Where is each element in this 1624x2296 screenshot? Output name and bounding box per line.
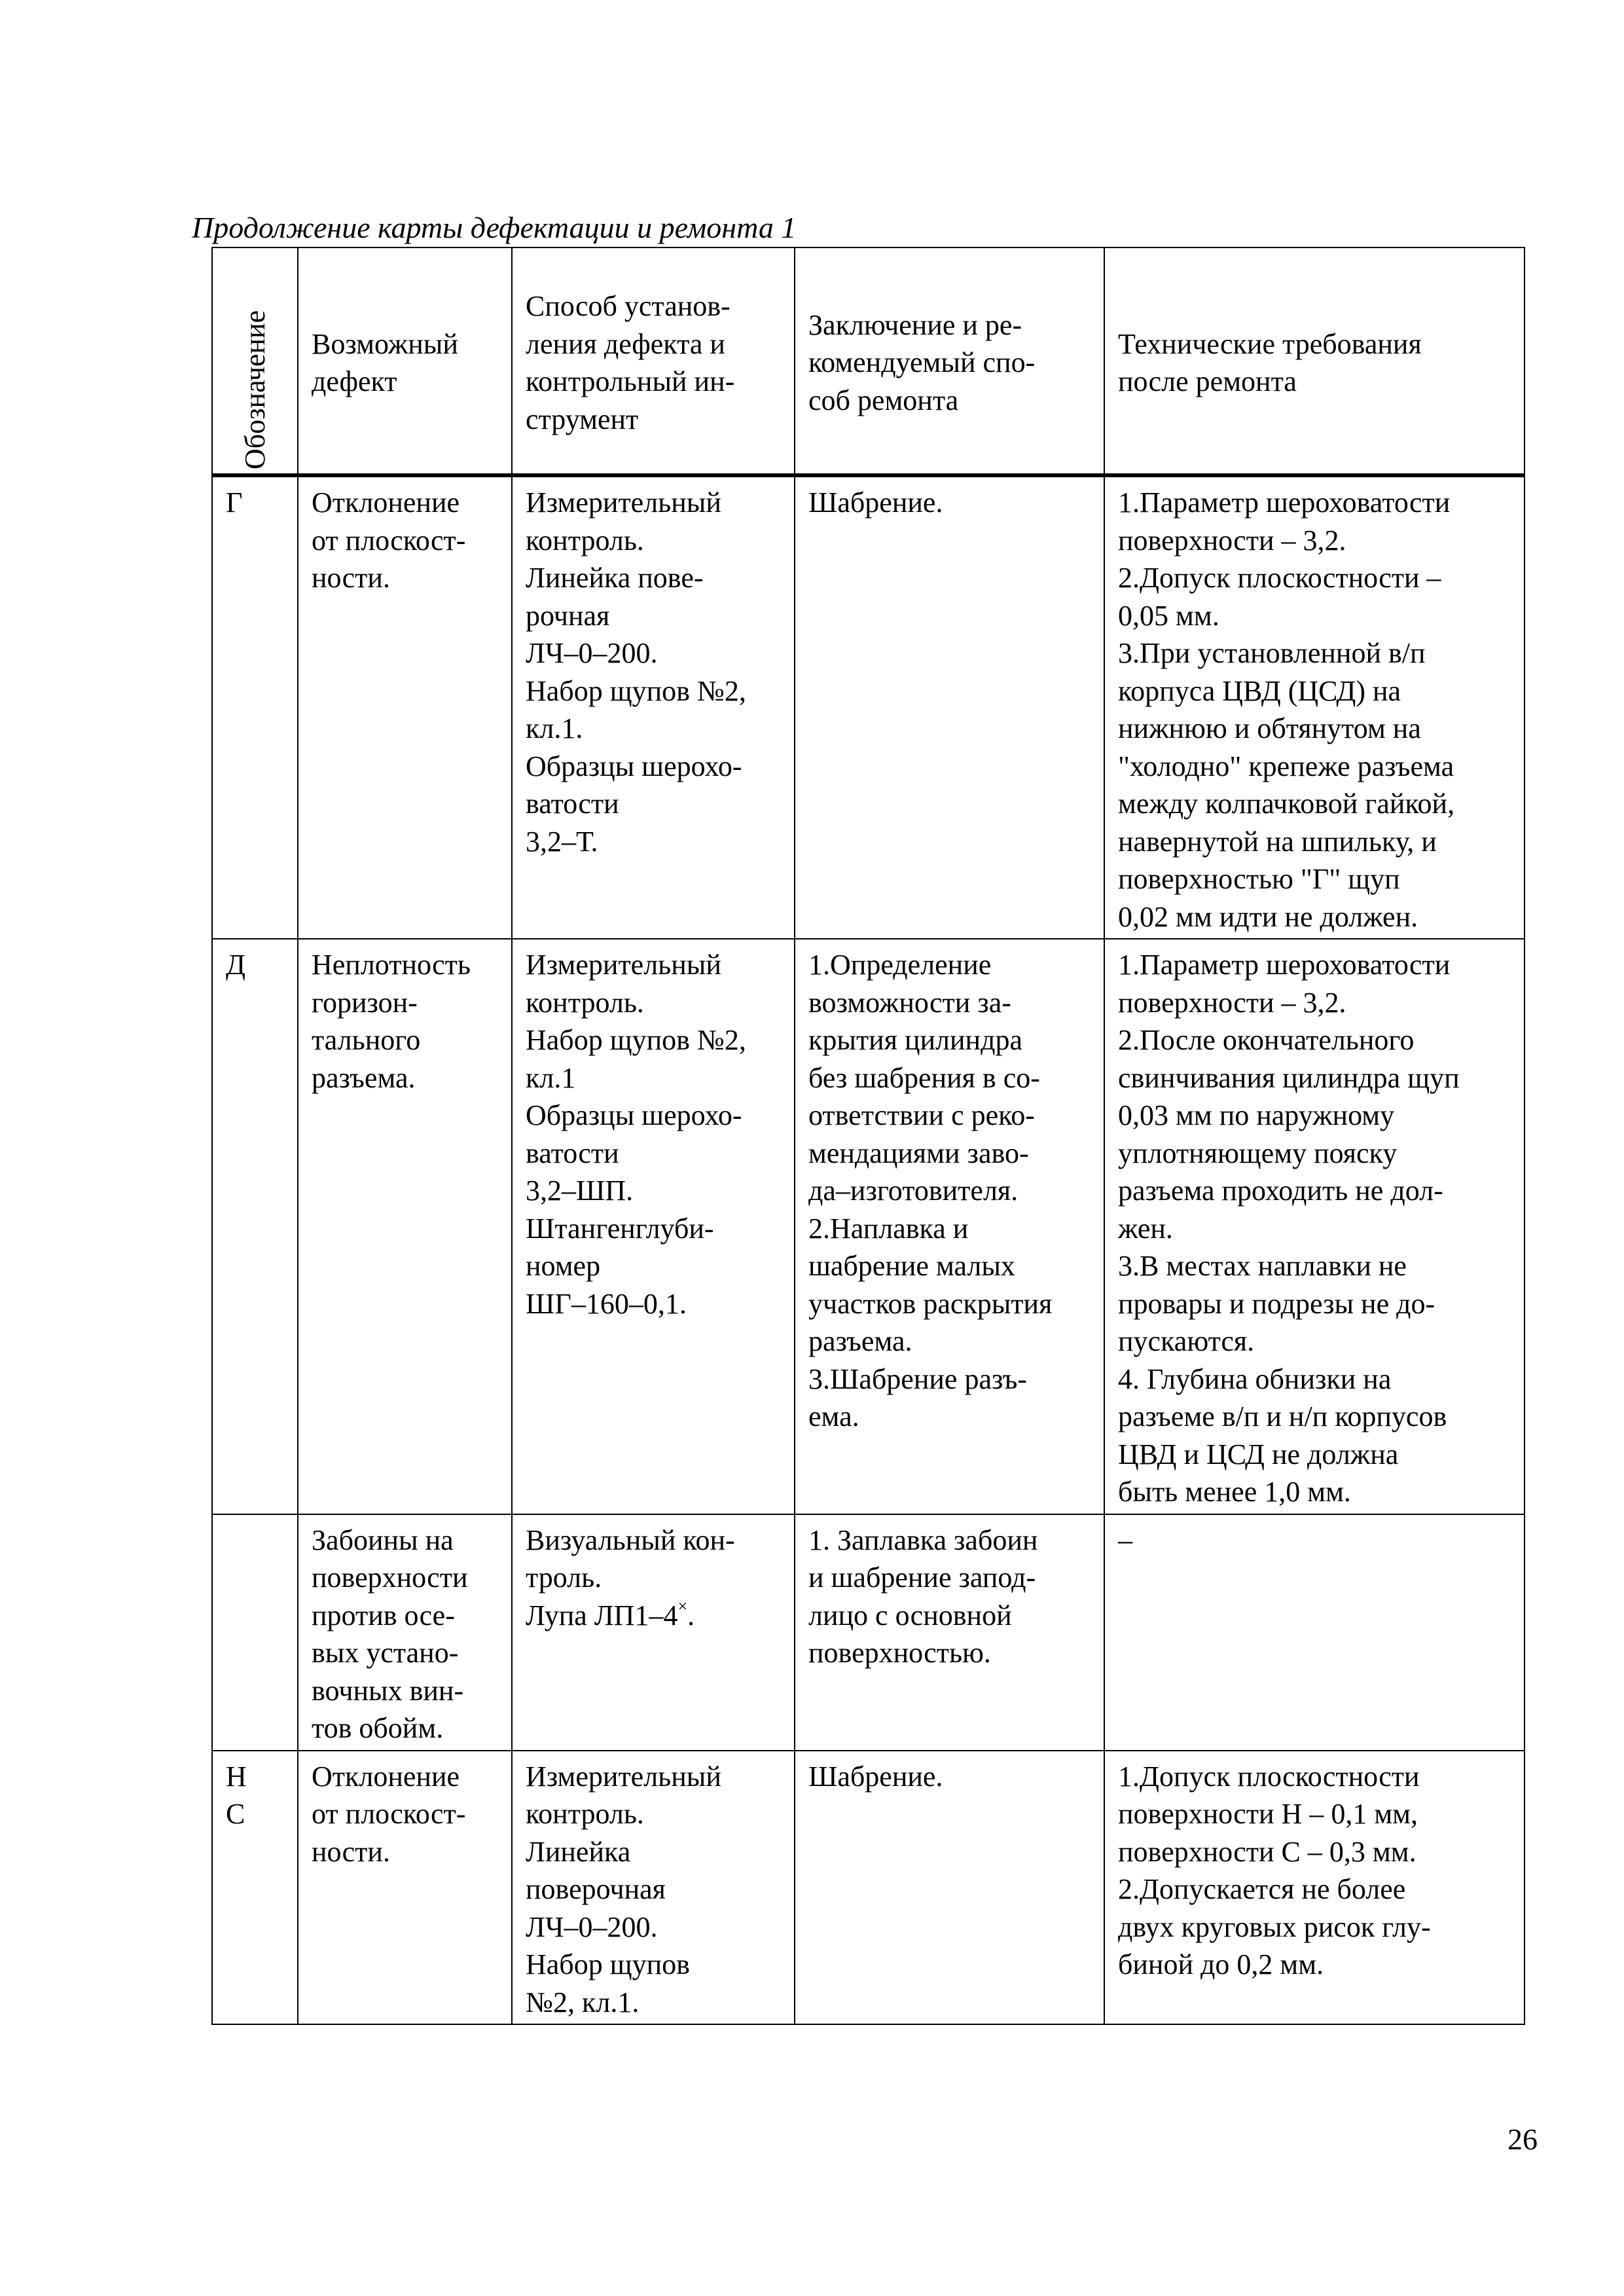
header-requirements: Технические требования после ремонта (1104, 247, 1525, 475)
cell-designation (212, 1514, 298, 1751)
cell-conclusion: 1.Определение возможности за- крытия цилиндра без шабрения в со- ответствии с реко- мендациями заво- да–изготовителя. 2.Наплавка и шабрение малых участков раскрытия разъема. 3.Шабрение разъ- ема. (795, 939, 1104, 1514)
cell-conclusion: 1. Заплавка забоин и шабрение запод- лицо с основной поверхностью. (795, 1514, 1104, 1751)
cell-designation: Н С (212, 1751, 298, 2025)
cell-requirements: 1.Допуск плоскостности поверхности Н – 0,1 мм, поверхности С – 0,3 мм. 2.Допускается не более двух круговых рисок глу- биной до 0,2 мм. (1104, 1751, 1525, 2025)
cell-method: Измерительный контроль. Линейка поверочная ЛЧ–0–200. Набор щупов №2, кл.1. (512, 1751, 795, 2025)
table-row (212, 1514, 1525, 1751)
cell-method-text: Визуальный кон- троль. Лупа ЛП1–4 (526, 1523, 735, 1631)
table-row (212, 1751, 1525, 2025)
defect-repair-table (211, 247, 1525, 2025)
cell-method: Измерительный контроль. Линейка пове- рочная ЛЧ–0–200. Набор щупов №2, кл.1. Образцы шерохо- ватости 3,2–Т. (512, 475, 795, 939)
cell-defect: Забоины на поверхности против осе- вых устано- вочных вин- тов обойм. (298, 1514, 512, 1751)
header-method: Способ установ- ления дефекта и контрольный ин- струмент (512, 247, 795, 475)
header-defect: Возможный дефект (298, 247, 512, 475)
cell-method-period: . (687, 1599, 695, 1631)
cell-requirements: – (1104, 1514, 1525, 1751)
header-designation-label: Обозначение (238, 310, 271, 469)
table-header-row (212, 247, 1525, 475)
cell-requirements: 1.Параметр шероховатости поверхности – 3,2. 2.После окончательного свинчивания цилиндра щуп 0,03 мм по наружному уплотняющему пояску разъема проходить не дол- жен. 3.В местах наплавки не провары и подрезы не до- пускаются. 4. Глубина обнизки на разъеме в/п и н/п корпусов ЦВД и ЦСД не должна быть менее 1,0 мм. (1104, 939, 1525, 1514)
page-number: 26 (1507, 2123, 1538, 2156)
cell-method: Измерительный контроль. Набор щупов №2, кл.1 Образцы шерохо- ватости 3,2–ШП. Штангенглуби- номер ШГ–160–0,1. (512, 939, 795, 1514)
table-caption: Продолжение карты дефектации и ремонта 1 (192, 211, 797, 244)
cell-conclusion: Шабрение. (795, 475, 1104, 939)
header-conclusion: Заключение и ре- комендуемый спо- соб ремонта (795, 247, 1104, 475)
cell-method (512, 1514, 795, 1751)
header-designation (212, 247, 298, 475)
table-row (212, 939, 1525, 1514)
cell-defect: Отклонение от плоскост- ности. (298, 475, 512, 939)
cell-conclusion: Шабрение. (795, 1751, 1104, 2025)
cell-defect: Отклонение от плоскост- ности. (298, 1751, 512, 2025)
table-row (212, 475, 1525, 939)
cell-defect: Неплотность горизон- тального разъема. (298, 939, 512, 1514)
multiplication-superscript: × (677, 1596, 688, 1616)
cell-designation: Д (212, 939, 298, 1514)
cell-designation: Г (212, 475, 298, 939)
cell-requirements: 1.Параметр шероховатости поверхности – 3,2. 2.Допуск плоскостности – 0,05 мм. 3.При установленной в/п корпуса ЦВД (ЦСД) на нижнюю и обтянутом на "холодно" крепеже разъема между колпачковой гайкой, навернутой на шпильку, и поверхностью "Г" щуп 0,02 мм идти не должен. (1104, 475, 1525, 939)
